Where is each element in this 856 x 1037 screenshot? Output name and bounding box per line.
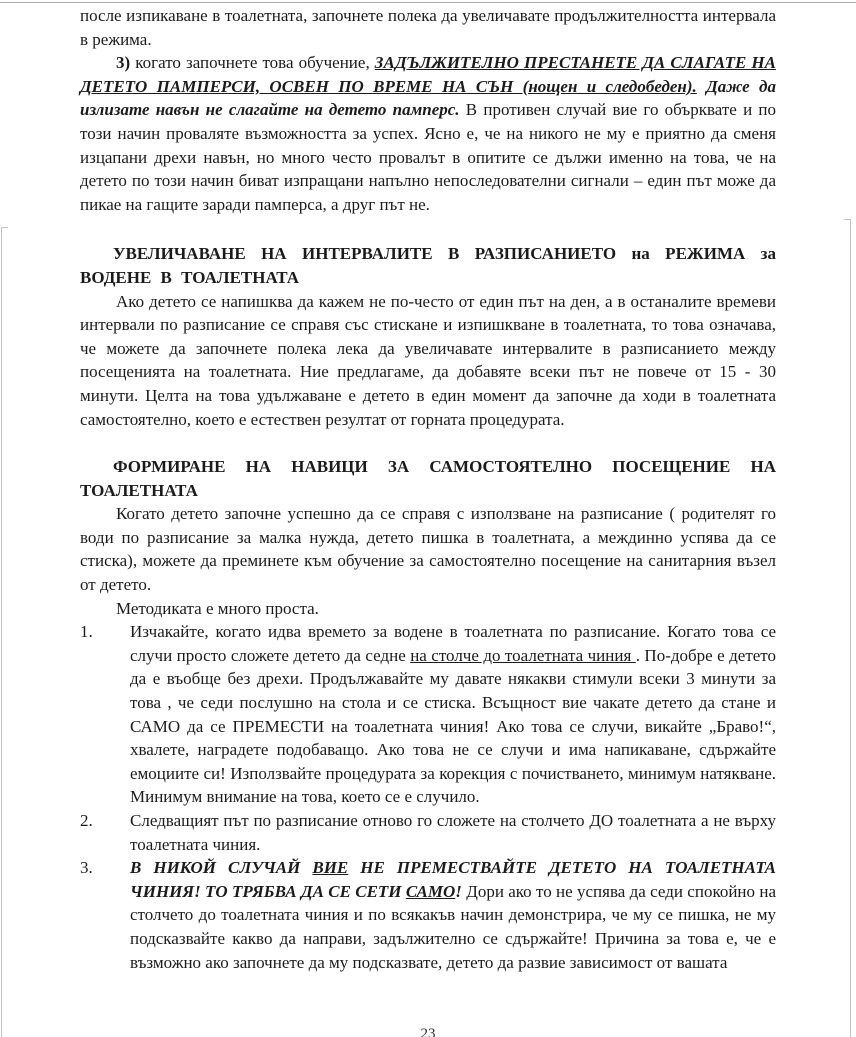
page-right-boundary-tick bbox=[844, 219, 851, 220]
list-number: 3. bbox=[80, 858, 93, 878]
text-run: Даже да излизате навън не слагайте на детето памперс. bbox=[80, 76, 776, 120]
section-heading bbox=[80, 455, 776, 502]
text-run: Когато детето започне успешно да се справя с използване на разписание ( родителят го води по разписание за малка нужда, детето пишка в тоалетната, а междинно успява да се стиска), можете да преминете към обучение за самостоятелно посещение на санитарния възел от детето. bbox=[80, 504, 776, 595]
underlined-text-run: ВИЕ bbox=[312, 858, 349, 878]
list-item bbox=[80, 856, 776, 974]
list-item-text bbox=[130, 809, 776, 856]
text-run: В противен случай вие го обърквате и по този начин проваляте възможността за успех. Ясно е, че на никого не му е приятно да сменя изцапани дрехи навън, но много често провалът в опитите се дължи именно на това, че на детето по този начин биват изпращани напълно непоследователни сигнали – един път може да пикае на гащите заради памперса, а друг път не. bbox=[80, 100, 776, 214]
text-run: ФОРМИРАНЕ НА НАВИЦИ ЗА САМОСТОЯТЕЛНО ПОСЕЩЕНИЕ НА ТОАЛЕТНАТА bbox=[80, 457, 776, 500]
list-number: 1. bbox=[80, 622, 93, 642]
underlined-text-run: САМО bbox=[405, 881, 456, 901]
text-run: В НИКОЙ СЛУЧАЙ bbox=[130, 858, 313, 878]
paragraph bbox=[80, 597, 776, 621]
page-top-rule bbox=[0, 2, 856, 3]
paragraph bbox=[80, 4, 776, 51]
list-number: 2. bbox=[80, 811, 93, 830]
text-run: Дори ако то не успява да седи спокойно на столчето до тоалетната чиния и по всякакъв начин демонстрира, че му се пишка, не му подсказвайте какво да направи, задължително се сдържайте! Причина за това е, че е възможно ако започнете да му подсказвате, детето да развие зависимост от вашата bbox=[130, 881, 777, 972]
text-run: ! bbox=[455, 881, 462, 901]
document-body bbox=[80, 4, 776, 974]
page-left-boundary-tick bbox=[1, 227, 8, 228]
underlined-text-run: на столче до тоалетната чиния bbox=[410, 645, 636, 665]
text-run: Ако детето се напишква да кажем не по-често от един път на ден, а в останалите времеви интервали по разписание се справя със стискане и изпишкване в тоалетната, то това означава, че можете да започнете полека лека да увеличавате интервалите в разписанието между посещенията на тоалетната. Ние предлагаме, да добавяте всеки път не повече от 15 - 30 минути. Целта на това удължаване е детето в един момент да започне да ходи в тоалетната самостоятелно, което е естествен резултат от горната процедурата. bbox=[80, 291, 776, 429]
paragraph bbox=[80, 502, 776, 596]
list-item bbox=[80, 620, 776, 809]
paragraph bbox=[80, 51, 776, 216]
section-gap bbox=[80, 431, 776, 455]
text-run: Следващият път по разписание отново го сложете на столчето ДО тоалетната а не върху тоалетната чиния. bbox=[130, 811, 776, 854]
list-item-text bbox=[130, 620, 776, 809]
section-heading bbox=[80, 242, 776, 289]
text-run: когато започнете това обучение, bbox=[135, 53, 375, 73]
text-run: Методиката е много проста. bbox=[116, 598, 319, 618]
text-run: УВЕЛИЧАВАНЕ НА ИНТЕРВАЛИТЕ В РАЗПИСАНИЕТО на РЕЖИМА за ВОДЕНЕ В ТОАЛЕТНАТА bbox=[80, 244, 776, 287]
text-run: 3) bbox=[116, 53, 136, 73]
page-number: 23 bbox=[420, 1026, 436, 1037]
text-run: НЕ ПРЕМЕСТВАЙТЕ ДЕТЕТО НА ТОАЛЕТНАТА ЧИНИЯ! ТО ТРЯБВА ДА СЕ СЕТИ bbox=[130, 858, 776, 901]
list-item-text bbox=[130, 856, 776, 974]
underlined-text-run: ЗАДЪЛЖИТЕЛНО ПРЕСТАНЕТЕ ДА СЛАГАТЕ НА ДЕТЕТО ПАМПЕРСИ, ОСВЕН ПО ВРЕМЕ НА СЪН (нощен и следобеден). bbox=[80, 53, 776, 96]
section-gap bbox=[80, 216, 776, 242]
page-left-boundary bbox=[1, 227, 2, 1037]
paragraph bbox=[80, 290, 776, 432]
text-run: . По-добре е детето да е въобще без дрехи. Продължавайте му давате някакви стимули всеки 3 минути за това , че седи послушно на стола и се стиска. Всъщност вие чакате детето да стане и САМО да се ПРЕМЕСТИ на тоалетната чиния! Ако това се случи, викайте „Браво!“, хвалете, наградете подобаващо. Ако това не се случи и има напикаване, сдържайте емоциите си! Използвайте процедурата за корекция с почистването, минимум натякване. Минимум внимание на това, което се е случило. bbox=[130, 645, 777, 807]
page-right-boundary bbox=[850, 219, 851, 1037]
text-run: после изпикаване в тоалетната, започнете полека да увеличавате продължителността интервала в режима. bbox=[80, 6, 776, 49]
text-run: Изчакайте, когато идва времето за водене в тоалетната по разписание. Когато това се случи просто сложете детето да седне bbox=[130, 622, 776, 665]
list-item bbox=[80, 809, 776, 856]
